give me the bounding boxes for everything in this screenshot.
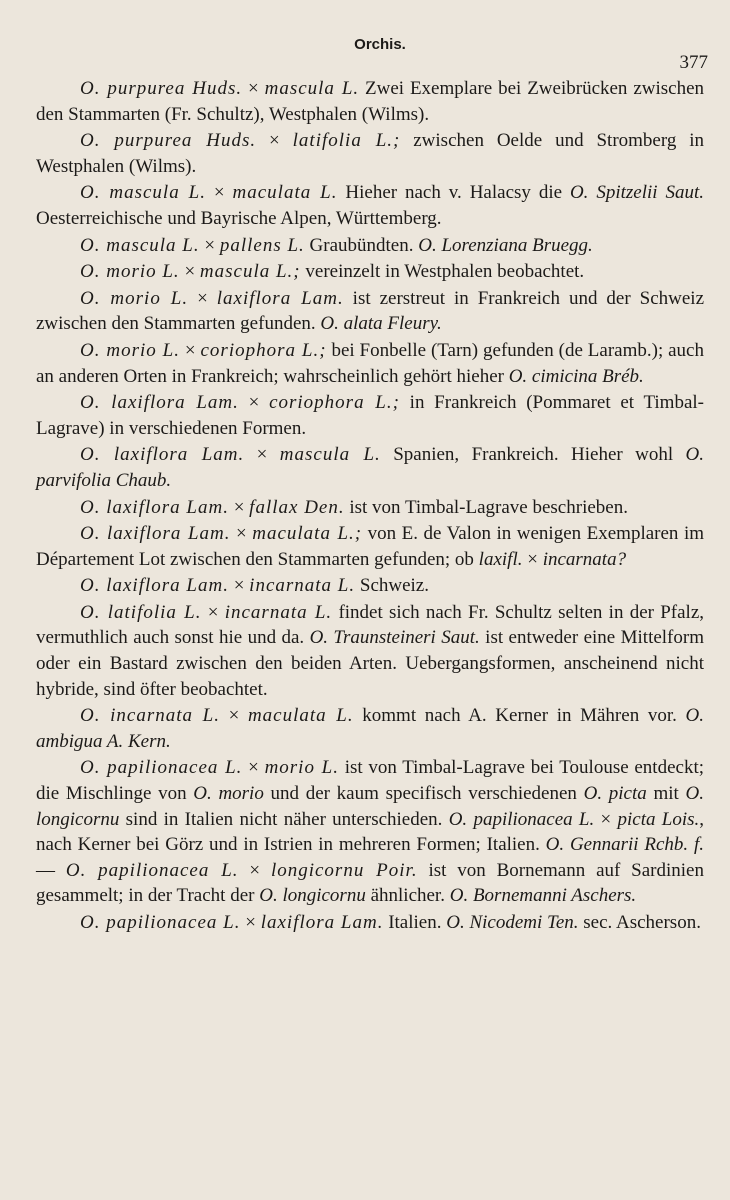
paragraph: O. papilionacea L. × laxiflora Lam. Italien. O. Nicodemi Ten. sec. Ascherson. — [80, 912, 701, 933]
paragraph: O. incarnata L. × maculata L. kommt nach A. Kerner in Mähren vor. O. ambigua A. Kern. — [36, 705, 704, 752]
paragraph: O. purpurea Huds. × latifolia L.; zwischen Oelde und Stromberg in Westphalen (Wilms). — [36, 130, 705, 177]
page-number: 377 — [679, 52, 708, 73]
paragraph: O. purpurea Huds. × mascula L. Zwei Exemplare bei Zweibrücken zwischen den Stammarten (Fr. Schultz), Westphalen (Wilms). — [36, 78, 705, 125]
paragraph: O. morio L. × coriophora L.; bei Fonbelle (Tarn) gefunden (de Laramb.); auch an anderen Orten in Frankreich; wahrscheinlich gehört hieher O. cimicina Bréb. — [36, 339, 704, 387]
paragraph: O. laxiflora Lam. × mascula L. Spanien, Frankreich. Hieher wohl O. parvifolia Chaub. — [36, 444, 704, 491]
paragraph: O. laxiflora Lam. × fallax Den. ist von Timbal-Lagrave beschrieben. — [80, 496, 628, 518]
paragraph: O. laxiflora Lam. × maculata L.; von E. de Valon in wenigen Exemplaren im Département Lot zwischen den Stammarten gefunden; ob laxifl. × incarnata? — [36, 523, 704, 570]
paragraph: O. morio L. × laxiflora Lam. ist zerstreut in Frankreich und der Schweiz zwischen den Stammarten gefunden. O. alata Fleury. — [36, 287, 705, 335]
paragraph: O. laxiflora Lam. × coriophora L.; in Frankreich (Pommaret et Timbal-Lagrave) in verschiedenen Formen. — [36, 392, 704, 439]
page-body — [36, 76, 704, 936]
paragraph: O. mascula L. × maculata L. Hieher nach v. Halacsy die O. Spitzelii Saut. Oesterreichische und Bayrische Alpen, Württemberg. — [36, 182, 705, 229]
running-header-title: Orchis. — [354, 36, 406, 53]
paragraph: O. mascula L. × pallens L. Graubündten. O. Lorenziana Bruegg. — [80, 234, 593, 256]
paragraph: O. laxiflora Lam. × incarnata L. Schweiz. — [80, 575, 429, 597]
paragraph: O. morio L. × mascula L.; vereinzelt in Westphalen beobachtet. — [80, 261, 585, 283]
paragraph: O. latifolia L. × incarnata L. findet sich nach Fr. Schultz selten in der Pfalz, vermuthlich auch sonst hie und da. O. Traunsteineri Saut. ist entweder eine Mittelform oder ein Bastard zwischen den beiden Arten. Uebergangsformen, anscheinend nicht hybride, sind öfter beobachtet. — [36, 601, 705, 700]
paragraph: O. papilionacea L. × morio L. ist von Timbal-Lagrave bei Toulouse entdeckt; die Mischlinge von O. morio und der kaum specifisch verschiedenen O. picta mit O. longicornu sind in Italien nicht näher unterschieden. O. papilionacea L. × picta Lois., nach Kerner bei Görz und in Istrien in mehreren Formen; Italien. O. Gennarii Rchb. f. — O. papilionacea L. × longicornu Poir. ist von Bornemann auf Sardinien gesammelt; in der Tracht der O. longicornu ähnlicher. O. Bornemanni Aschers. — [36, 757, 705, 907]
